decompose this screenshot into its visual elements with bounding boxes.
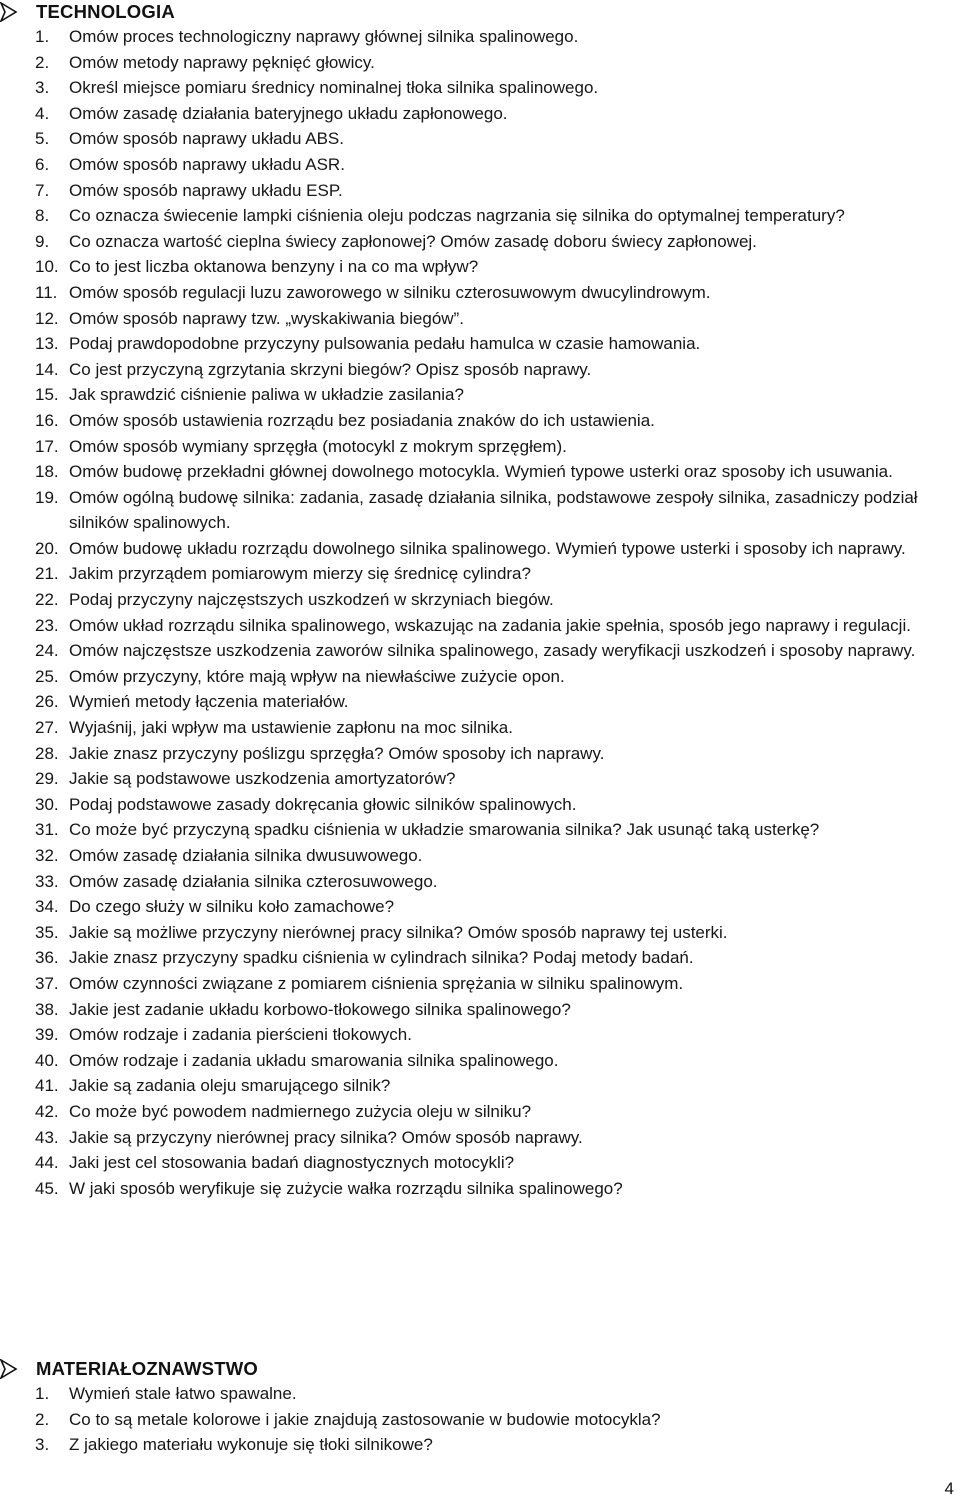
list-item	[0, 1381, 960, 1407]
item-text: Co może być przyczyną spadku ciśnienia w układzie smarowania silnika? Jak usunąć taką usterkę?	[69, 820, 820, 840]
item-text: Co oznacza wartość cieplna świecy zapłonowej? Omów zasadę doboru świecy zapłonowej.	[69, 231, 757, 251]
list-item	[0, 1073, 960, 1099]
list-item	[0, 971, 960, 997]
item-text: Omów rodzaje i zadania układu smarowania silnika spalinowego.	[69, 1050, 559, 1070]
list-item	[0, 101, 960, 127]
item-text: Co jest przyczyną zgrzytania skrzyni biegów? Opisz sposób naprawy.	[69, 359, 592, 379]
section-title: TECHNOLOGIA	[36, 1, 175, 22]
list-item	[0, 638, 960, 664]
list-item	[0, 382, 960, 408]
item-number: 16.	[35, 410, 59, 430]
item-text: W jaki sposób weryfikuje się zużycie wałka rozrządu silnika spalinowego?	[69, 1178, 623, 1198]
list-item	[0, 920, 960, 946]
item-number: 23.	[35, 615, 59, 635]
item-text: Omów sposób naprawy układu ESP.	[69, 180, 343, 200]
item-text: Co to są metale kolorowe i jakie znajdują zastosowanie w budowie motocykla?	[69, 1409, 661, 1429]
item-text: Jakie jest zadanie układu korbowo-tłokowego silnika spalinowego?	[69, 999, 571, 1019]
list-item	[0, 459, 960, 485]
list-item	[0, 817, 960, 843]
list-item	[0, 1407, 960, 1433]
item-text: Omów układ rozrządu silnika spalinowego, wskazując na zadania jakie spełnia, sposób jego naprawy i regulacji.	[69, 615, 911, 635]
item-number: 37.	[35, 973, 59, 993]
item-text: Jakie znasz przyczyny spadku ciśnienia w cylindrach silnika? Podaj metody badań.	[69, 948, 694, 968]
item-number: 3.	[35, 78, 50, 98]
item-number: 5.	[35, 129, 50, 149]
list-item	[0, 75, 960, 101]
list-item	[0, 254, 960, 280]
list-item	[0, 434, 960, 460]
item-text: Omów sposób ustawienia rozrządu bez posiadania znaków do ich ustawienia.	[69, 410, 655, 430]
item-number: 22.	[35, 590, 59, 610]
list-item	[0, 485, 960, 536]
item-text: Omów czynności związane z pomiarem ciśnienia sprężania w silniku spalinowym.	[69, 973, 684, 993]
item-number: 2.	[35, 52, 50, 72]
item-text: Podaj podstawowe zasady dokręcania głowic silników spalinowych.	[69, 794, 577, 814]
item-number: 33.	[35, 871, 59, 891]
item-number: 36.	[35, 948, 59, 968]
item-number: 44.	[35, 1153, 59, 1173]
item-number: 29.	[35, 769, 59, 789]
list-item	[0, 178, 960, 204]
item-number: 27.	[35, 718, 59, 738]
item-number: 9.	[35, 231, 50, 251]
list-item	[0, 280, 960, 306]
list-item	[0, 331, 960, 357]
item-text: Jakie są zadania oleju smarującego silnik?	[69, 1076, 391, 1096]
item-text: Omów zasadę działania bateryjnego układu zapłonowego.	[69, 103, 508, 123]
item-number: 38.	[35, 999, 59, 1019]
item-text: Co może być powodem nadmiernego zużycia oleju w silniku?	[69, 1101, 532, 1121]
item-text: Wymień stale łatwo spawalne.	[69, 1384, 297, 1403]
list-item	[0, 869, 960, 895]
item-number: 31.	[35, 820, 59, 840]
item-text: Z jakiego materiału wykonuje się tłoki silnikowe?	[69, 1435, 433, 1455]
list-item	[0, 997, 960, 1023]
list-item	[0, 613, 960, 639]
item-number: 26.	[35, 692, 59, 712]
section-heading	[0, 0, 960, 24]
list-item	[0, 1022, 960, 1048]
question-list	[0, 24, 960, 1201]
item-text: Podaj przyczyny najczęstszych uszkodzeń w skrzyniach biegów.	[69, 590, 554, 610]
list-item	[0, 536, 960, 562]
item-number: 18.	[35, 462, 59, 482]
list-item	[0, 561, 960, 587]
item-text: Co to jest liczba oktanowa benzyny i na co ma wpływ?	[69, 257, 479, 277]
item-number: 12.	[35, 308, 59, 328]
list-item	[0, 24, 960, 50]
item-text: Jakie są podstawowe uszkodzenia amortyzatorów?	[69, 769, 456, 789]
list-item	[0, 894, 960, 920]
item-text: Jakie znasz przyczyny poślizgu sprzęgła? Omów sposoby ich naprawy.	[69, 743, 605, 763]
item-number: 13.	[35, 334, 59, 354]
item-number: 40.	[35, 1050, 59, 1070]
list-item	[0, 945, 960, 971]
item-number: 45.	[35, 1178, 59, 1198]
item-number: 30.	[35, 794, 59, 814]
item-text: Omów rodzaje i zadania pierścieni tłokowych.	[69, 1025, 412, 1045]
list-item	[0, 766, 960, 792]
list-item	[0, 664, 960, 690]
item-number: 17.	[35, 436, 59, 456]
item-text: Określ miejsce pomiaru średnicy nominalnej tłoka silnika spalinowego.	[69, 78, 599, 98]
item-number: 4.	[35, 103, 50, 123]
item-number: 39.	[35, 1025, 59, 1045]
list-item	[0, 741, 960, 767]
item-text: Do czego służy w silniku koło zamachowe?	[69, 897, 395, 917]
item-number: 42.	[35, 1101, 59, 1121]
item-text: Jakie są możliwe przyczyny nierównej pracy silnika? Omów sposób naprawy tej usterki.	[69, 922, 728, 942]
item-text: Omów proces technologiczny naprawy głównej silnika spalinowego.	[69, 27, 579, 46]
item-number: 1.	[35, 1384, 50, 1403]
page-number: 4	[944, 1479, 954, 1498]
section-heading	[0, 1357, 960, 1381]
item-text: Omów sposób regulacji luzu zaworowego w silniku czterosuwowym dwucylindrowym.	[69, 282, 711, 302]
item-number: 15.	[35, 385, 59, 405]
question-list	[0, 1381, 960, 1458]
item-text: Omów ogólną budowę silnika: zadania, zasadę działania silnika, podstawowe zespoły silnika, zasadniczy podział silników spalinowych.	[69, 487, 918, 533]
item-text: Jakie są przyczyny nierównej pracy silnika? Omów sposób naprawy.	[69, 1127, 583, 1147]
item-number: 6.	[35, 154, 50, 174]
item-text: Wymień metody łączenia materiałów.	[69, 692, 349, 712]
section-materialoznawstwo	[0, 1357, 960, 1458]
item-number: 28.	[35, 743, 59, 763]
list-item	[0, 1099, 960, 1125]
list-item	[0, 715, 960, 741]
item-number: 32.	[35, 846, 59, 865]
list-item	[0, 1150, 960, 1176]
item-text: Omów budowę przekładni głównej dowolnego motocykla. Wymień typowe usterki oraz sposoby ich usuwania.	[69, 462, 893, 482]
list-item	[0, 152, 960, 178]
item-text: Omów sposób naprawy tzw. „wyskakiwania biegów”.	[69, 308, 464, 328]
item-text: Jak sprawdzić ciśnienie paliwa w układzie zasilania?	[69, 385, 464, 405]
item-number: 7.	[35, 180, 50, 200]
item-text: Podaj prawdopodobne przyczyny pulsowania pedału hamulca w czasie hamowania.	[69, 334, 701, 354]
item-number: 41.	[35, 1076, 59, 1096]
item-number: 25.	[35, 666, 59, 686]
item-text: Omów najczęstsze uszkodzenia zaworów silnika spalinowego, zasady weryfikacji uszkodzeń i sposoby naprawy.	[69, 641, 916, 661]
list-item	[0, 1176, 960, 1202]
item-number: 20.	[35, 538, 59, 558]
list-item	[0, 587, 960, 613]
list-item	[0, 689, 960, 715]
item-number: 34.	[35, 897, 59, 917]
list-item	[0, 1125, 960, 1151]
item-number: 24.	[35, 641, 59, 661]
list-item	[0, 229, 960, 255]
list-item	[0, 792, 960, 818]
item-number: 1.	[35, 27, 50, 46]
item-number: 35.	[35, 922, 59, 942]
list-item	[0, 357, 960, 383]
item-text: Omów zasadę działania silnika czterosuwowego.	[69, 871, 438, 891]
item-text: Omów zasadę działania silnika dwusuwowego.	[69, 846, 423, 865]
list-item	[0, 1048, 960, 1074]
item-number: 11.	[35, 282, 58, 302]
item-number: 14.	[35, 359, 59, 379]
item-number: 10.	[35, 257, 59, 277]
item-text: Jaki jest cel stosowania badań diagnostycznych motocykli?	[69, 1153, 515, 1173]
item-number: 3.	[35, 1435, 50, 1455]
list-item	[0, 126, 960, 152]
item-number: 21.	[35, 564, 59, 584]
item-text: Co oznacza świecenie lampki ciśnienia oleju podczas nagrzania się silnika do optymalnej temperatury?	[69, 206, 845, 226]
list-item	[0, 306, 960, 332]
item-number: 8.	[35, 206, 50, 226]
item-text: Omów metody naprawy pęknięć głowicy.	[69, 52, 375, 72]
list-item	[0, 50, 960, 76]
item-text: Omów sposób wymiany sprzęgła (motocykl z mokrym sprzęgłem).	[69, 436, 567, 456]
item-number: 19.	[35, 487, 59, 507]
list-item	[0, 843, 960, 869]
section-title: MATERIAŁOZNAWSTWO	[36, 1358, 258, 1379]
item-number: 2.	[35, 1409, 50, 1429]
item-text: Omów przyczyny, które mają wpływ na niewłaściwe zużycie opon.	[69, 666, 565, 686]
arrow-bullet-icon	[0, 1359, 18, 1379]
list-item	[0, 203, 960, 229]
item-number: 43.	[35, 1127, 59, 1147]
arrow-bullet-icon	[0, 2, 18, 22]
item-text: Omów sposób naprawy układu ASR.	[69, 154, 345, 174]
list-item	[0, 1432, 960, 1458]
item-text: Wyjaśnij, jaki wpływ ma ustawienie zapłonu na moc silnika.	[69, 718, 513, 738]
item-text: Omów budowę układu rozrządu dowolnego silnika spalinowego. Wymień typowe usterki i sposoby ich naprawy.	[69, 538, 906, 558]
item-text: Jakim przyrządem pomiarowym mierzy się średnicę cylindra?	[69, 564, 531, 584]
item-text: Omów sposób naprawy układu ABS.	[69, 129, 344, 149]
list-item	[0, 408, 960, 434]
